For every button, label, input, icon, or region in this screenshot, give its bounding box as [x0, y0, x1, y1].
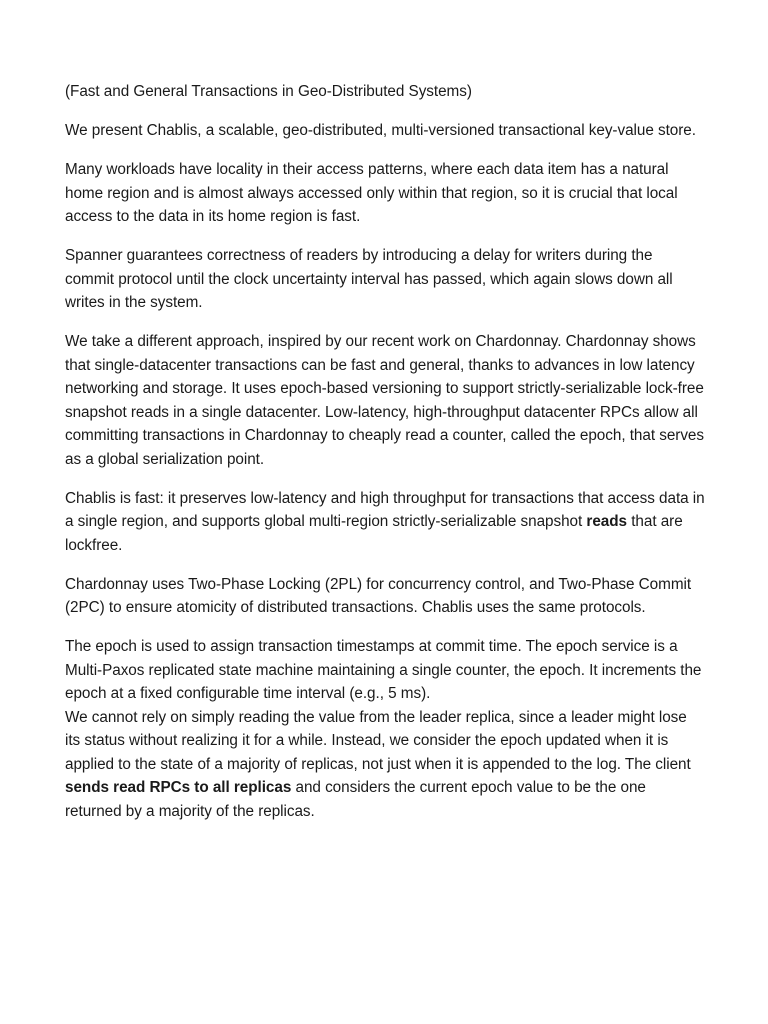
text-run: and considers the current epoch value to be the one returned by a majority of the replicas. [65, 779, 646, 820]
text-run: We present Chablis, a scalable, geo-distributed, multi-versioned transactional key-value store. [65, 122, 696, 139]
paragraph [65, 158, 705, 229]
paragraph [65, 487, 705, 558]
text-run: We cannot rely on simply reading the value from the leader replica, since a leader might lose its status without realizing it for a while. Instead, we consider the epoch updated when it is applied to the state of a majority of replicas, not just when it is appended to the log. The client [65, 708, 691, 773]
paragraph [65, 573, 705, 620]
paragraph [65, 635, 705, 706]
text-run: Spanner guarantees correctness of readers by introducing a delay for writers during the commit protocol until the clock uncertainty interval has passed, which again slows down all writes in the system. [65, 247, 673, 311]
bold-text: reads [586, 513, 627, 530]
paragraph [65, 244, 705, 315]
text-run: Many workloads have locality in their access patterns, where each data item has a natural home region and is almost always accessed only within that region, so it is crucial that local access to the data in its home region is fast. [65, 161, 678, 225]
document-body [65, 80, 705, 839]
text-run: We take a different approach, inspired by our recent work on Chardonnay. Chardonnay shows that single-datacenter transactions can be fast and general, thanks to advances in low latency networking and storage. It uses epoch-based versioning to support strictly-serializable lock-free snapshot reads in a single datacenter. Low-latency, high-throughput datacenter RPCs allow all committing transactions in Chardonnay to cheaply read a counter, called the epoch, that serves as a global serialization point. [65, 333, 704, 468]
text-run: Chablis is fast: it preserves low-latency and high throughput for transactions that access data in a single region, and supports global multi-region strictly-serializable snapshot [65, 489, 705, 530]
paragraph-list [65, 119, 705, 823]
bold-text: sends read RPCs to all replicas [65, 779, 292, 796]
paragraph [65, 330, 705, 471]
text-run: Chardonnay uses Two-Phase Locking (2PL) for concurrency control, and Two-Phase Commit (2PC) to ensure atomicity of distributed transactions. Chablis uses the same protocols. [65, 575, 692, 616]
paragraph [65, 706, 705, 824]
text-run: that are lockfree. [65, 513, 683, 554]
text-run: The epoch is used to assign transaction timestamps at commit time. The epoch service is a Multi-Paxos replicated state machine maintaining a single counter, the epoch. It increments the epoch at a fixed configurable time interval (e.g., 5 ms). [65, 638, 702, 702]
document-title: (Fast and General Transactions in Geo-Distributed Systems) [65, 83, 472, 100]
paragraph [65, 119, 705, 143]
